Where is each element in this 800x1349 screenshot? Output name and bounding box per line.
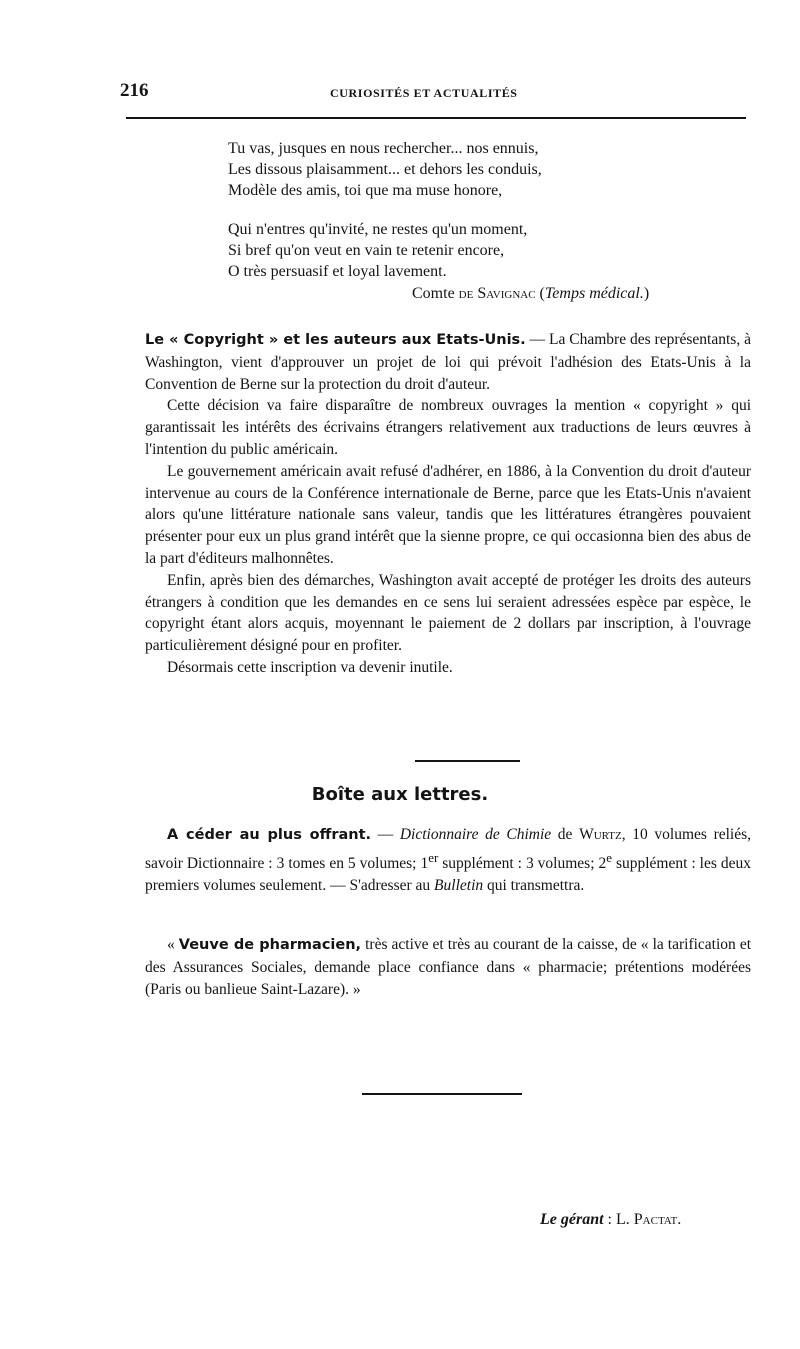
stanza-gap	[228, 201, 728, 219]
poem-verse: Si bref qu'on veut en vain te retenir encore,	[228, 242, 505, 259]
article-paragraph: Désormais cette inscription va devenir inutile.	[167, 658, 453, 676]
signature-name: Savignac	[477, 285, 536, 302]
page-header	[120, 80, 746, 110]
open-quote: «	[167, 936, 179, 953]
article-lead: — La Chambre des représentants, à Washington, vient d'approuver un projet de loi qui prévoit l'adhésion des Etats-Unis à la Convention de Berne sur la protection du droit d'auteur.	[145, 331, 751, 393]
book-title: Dictionnaire de Chimie	[399, 826, 552, 843]
widow-notice-title: Veuve de pharmacien,	[178, 937, 362, 953]
signature-particle: de	[458, 285, 474, 302]
article-paragraph: Enfin, après bien des démarches, Washington avait accepté de protéger les droits des auteurs étrangers à condition que les demandes en ce sens lui seraient adressées espèce par espèce, le copyright étant alors acquis, moyennant le paiement de 2 dollars par inscription, à l'ouvrage particulièrement désigné pour en profiter.	[145, 571, 751, 655]
notice-details: qui transmettra.	[483, 876, 585, 894]
running-head: CURIOSITÉS ET ACTUALITÉS	[330, 86, 518, 100]
header-rule	[126, 117, 746, 119]
poem-verse: Modèle des amis, toi que ma muse honore,	[228, 182, 503, 199]
notice-details: , 10 volumes reliés, savoir Dictionnaire : 3 tomes en 5 volumes; 1	[145, 826, 752, 872]
footer-name: Pactat.	[633, 1211, 682, 1228]
poem	[228, 138, 728, 282]
article-paragraph: Cette décision va faire disparaître de nombreux ouvrages la mention « copyright » qui garantissait les intérêts des écrivains étrangers relativement aux traductions de leurs œuvres à l'intention du public américain.	[145, 397, 751, 458]
sale-notice	[145, 824, 751, 897]
poem-verse: Les dissous plaisamment... et dehors les conduis,	[228, 161, 542, 178]
page-number: 216	[120, 80, 149, 101]
article-title: Le « Copyright » et les auteurs aux Etats-Unis.	[145, 332, 526, 348]
widow-notice	[145, 934, 751, 1000]
footer-label: Le gérant	[540, 1211, 604, 1228]
poem-verse: Qui n'entres qu'invité, ne restes qu'un moment,	[228, 221, 528, 238]
copyright-article	[145, 329, 751, 679]
notice-details: supplément : les deux premiers volumes seulement. — S'adresser au	[145, 854, 751, 894]
widow-notice-paragraph	[145, 934, 751, 1000]
superscript-er: er	[428, 849, 439, 865]
by-text: de	[551, 826, 580, 843]
widow-notice-text: très active et très au courant de la caisse, de « la tarification et des Assurances Sociales, demande place confiance dans « pharmacie; prétentions modérées (Paris ou banlieue Saint-Lazare). »	[145, 936, 752, 998]
footer-signature	[540, 1211, 681, 1229]
section-divider	[415, 760, 520, 762]
footer-initial: L.	[616, 1211, 634, 1228]
section-title: Boîte aux lettres.	[311, 784, 489, 805]
article-lead-paragraph	[145, 329, 751, 395]
superscript-e: e	[606, 849, 612, 865]
article-paragraph: Le gouvernement américain avait refusé d'adhérer, en 1886, à la Convention du droit d'auteur intervenue au cours de la Conférence internationale de Berne, parce que les Etats-Unis n'avaient alors qu'une littérature nationale sans valeur, tandis que les littératures étrangères pouvaient présenter pour eux un plus grand intérêt que la sienne propre, ce qui occasionna bien des abus de la part d'éditeurs malhonnêtes.	[145, 462, 751, 567]
poem-signature: Comte de Savignac (Temps médical.)	[412, 285, 650, 302]
signature-prefix: Comte	[412, 285, 455, 302]
notice-details: supplément : 3 volumes; 2	[438, 854, 607, 872]
sale-notice-title: A céder au plus offrant.	[167, 827, 372, 843]
footer-separator: :	[603, 1211, 616, 1228]
sale-notice-paragraph	[145, 824, 751, 897]
bulletin-name: Bulletin	[434, 876, 484, 894]
poem-verse: Tu vas, jusques en nous rechercher... nos ennuis,	[228, 140, 539, 157]
book-author: Wurtz	[579, 826, 622, 843]
closing-divider	[362, 1093, 522, 1095]
poem-verse: O très persuasif et loyal lavement.	[228, 263, 447, 280]
signature-source: Temps médical.	[544, 285, 644, 302]
dash: —	[371, 826, 400, 843]
